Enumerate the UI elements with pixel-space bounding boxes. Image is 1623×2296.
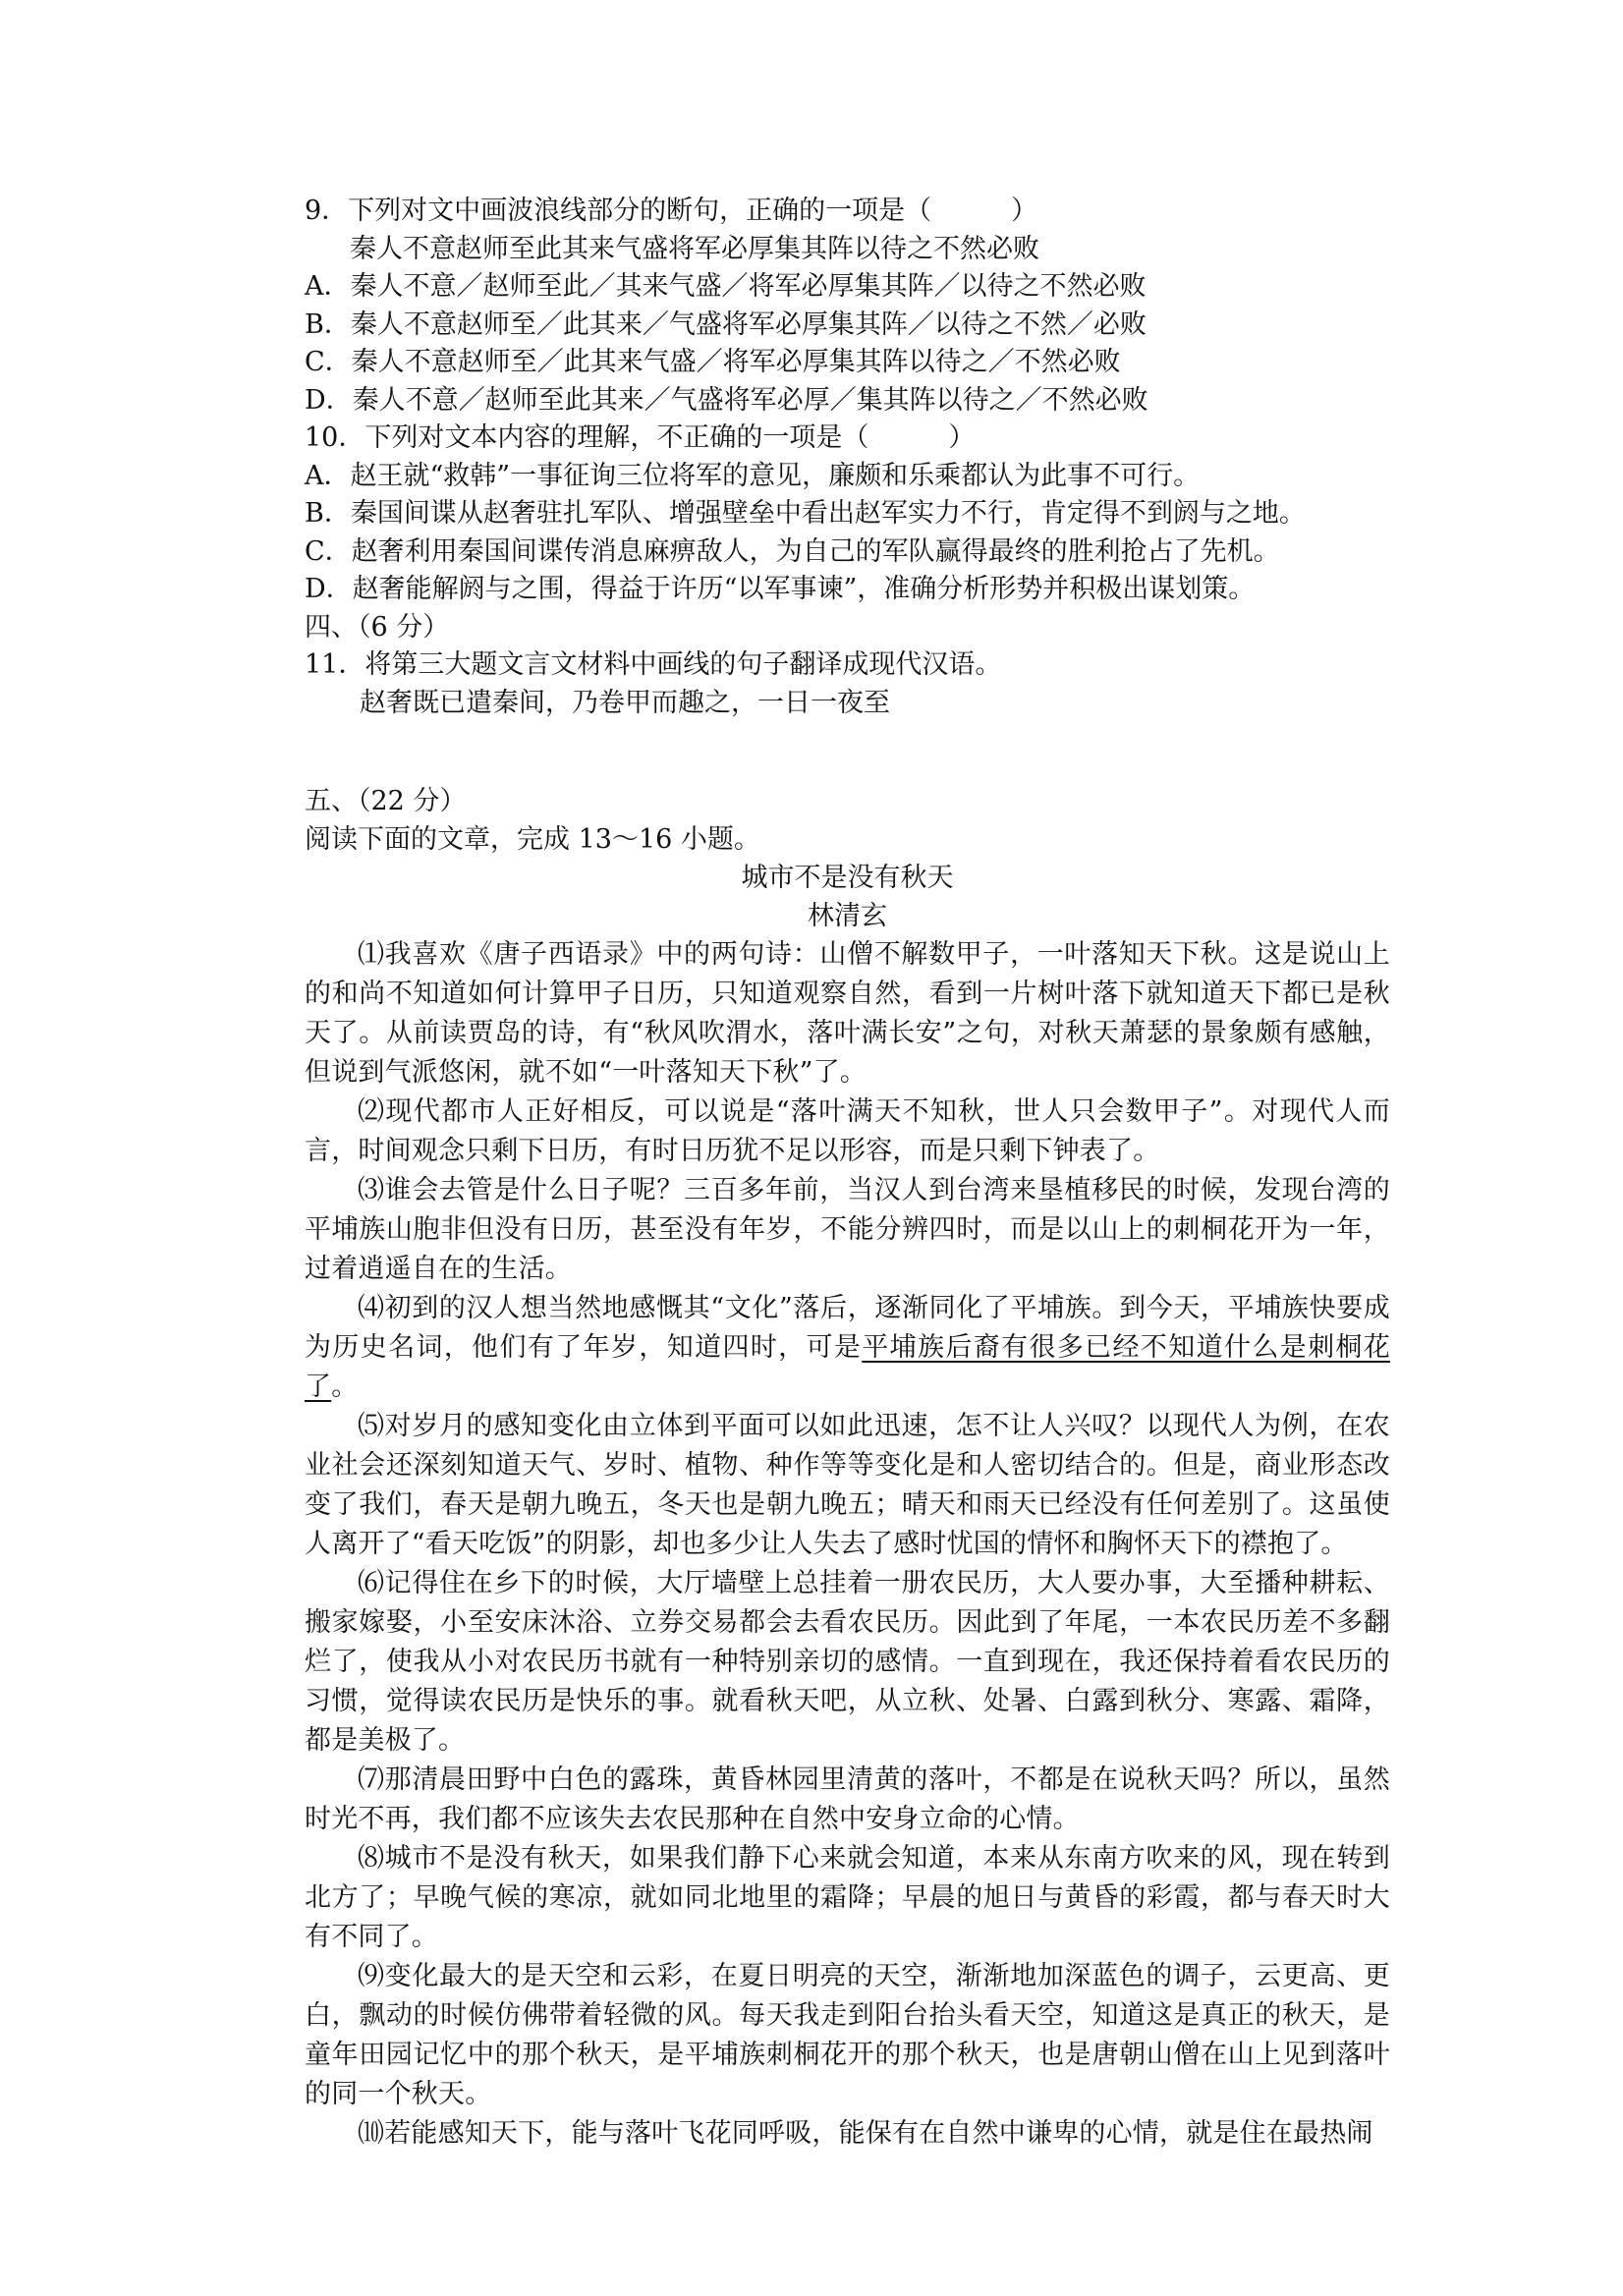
article-paragraph-10: ⑽若能感知天下，能与落叶飞花同呼吸，能保有在自然中谦卑的心情，就是住在最热闹 xyxy=(358,2118,1373,2149)
question-10-option-d: D．赵奢能解阏与之围，得益于许历“以军事谏”，准确分析形势并积极出谋划策。 xyxy=(305,574,1256,604)
question-10-option-c: C．赵奢利用秦国间谍传消息麻痹敌人，为自己的军队赢得最终的胜利抢占了先机。 xyxy=(305,535,1280,567)
question-10-stem: 10．下列对文本内容的理解，不正确的一项是（ ） xyxy=(305,422,976,453)
question-9-option-a: A．秦人不意／赵师至此／其来气盛／将军必厚集其阵／以待之不然必败 xyxy=(305,271,1147,302)
underlined-sentence: 平埔族后裔有很多已经不知道什么是刺桐花了 xyxy=(305,1332,1390,1402)
question-9-sentence: 秦人不意赵师至此其来气盛将军必厚集其阵以待之不然必败 xyxy=(350,233,1039,264)
section-4-title: 四、（6 分） xyxy=(305,611,450,643)
question-9-option-c: C．秦人不意赵师至／此其来气盛／将军必厚集其阵以待之／不然必败 xyxy=(305,347,1121,377)
question-9-option-d: D．秦人不意／赵师至此其来／气盛将军必厚／集其阵以待之／不然必败 xyxy=(305,384,1148,416)
question-10-option-a: A．赵王就“救韩”一事征询三位将军的意见，廉颇和乐乘都认为此事不可行。 xyxy=(305,460,1201,491)
article-paragraph-6: ⑹记得住在乡下的时候，大厅墙壁上总挂着一册农民历，大人要办事，大至播种耕耘、搬家嫁娶，小至安床沐浴、立券交易都会去看农民历。因此到了年尾，一本农民历差不多翻烂了，使我从小对农民历书就有一种特别亲切的感情。一直到现在，我还保持着看农民历的习惯，觉得读农民历是快乐的事。就看秋天吧，从立秋、处暑、白露到秋分、寒露、霜降，都是美极了。 xyxy=(305,1568,1390,1756)
article-paragraph-9: ⑼变化最大的是天空和云彩，在夏日明亮的天空，渐渐地加深蓝色的调子，云更高、更白，飘动的时候仿佛带着轻微的风。每天我走到阳台抬头看天空，知道这是真正的秋天，是童年田园记忆中的那个秋天，是平埔族刺桐花开的那个秋天，也是唐朝山僧在山上见到落叶的同一个秋天。 xyxy=(305,1961,1390,2109)
paragraph-4-end: 。 xyxy=(331,1372,359,1402)
paragraph-4-text: ⑷初到的汉人想当然地感慨其“文化”落后，逐渐同化了平埔族。到今天，平埔族快要成为历史名词，他们有了年岁，知道四时，可是 xyxy=(305,1293,1390,1363)
question-11-sentence: 赵奢既已遣秦间，乃卷甲而趣之，一日一夜至 xyxy=(360,687,890,718)
question-9-option-b: B．秦人不意赵师至／此其来／气盛将军必厚集其阵／以待之不然／必败 xyxy=(305,308,1147,340)
article-paragraph-8: ⑻城市不是没有秋天，如果我们静下心来就会知道，本来从东南方吹来的风，现在转到北方了；早晚气候的寒凉，就如同北地里的霜降；早晨的旭日与黄昏的彩霞，都与春天时大有不同了。 xyxy=(305,1843,1390,1952)
question-11-stem: 11．将第三大题文言文材料中画线的句子翻译成现代汉语。 xyxy=(305,649,1002,680)
section-5-title: 五、（22 分） xyxy=(305,786,467,816)
article-title: 城市不是没有秋天 xyxy=(741,863,954,893)
spacer xyxy=(305,722,1390,783)
article-paragraph-7: ⑺那清晨田野中白色的露珠，黄昏林园里清黄的落叶，不都是在说秋天吗？所以，虽然时光不再，我们都不应该失去农民那种在自然中安身立命的心情。 xyxy=(305,1764,1390,1834)
question-10-option-b: B．秦国间谍从赵奢驻扎军队、增强壁垒中看出赵军实力不行，肯定得不到阏与之地。 xyxy=(305,498,1306,529)
article-paragraph-1: ⑴我喜欢《唐子西语录》中的两句诗：山僧不解数甲子，一叶落知天下秋。这是说山上的和尚不知道如何计算甲子日历，只知道观察自然，看到一片树叶落下就知道天下都已是秋天了。从前读贾岛的诗，有“秋风吹渭水，落叶满长安”之句，对秋天萧瑟的景象颇有感触，但说到气派悠闲，就不如“一叶落知天下秋”了。 xyxy=(305,939,1390,1088)
section-5-instruction: 阅读下面的文章，完成 13～16 小题。 xyxy=(305,823,760,855)
article-paragraph-3: ⑶谁会去管是什么日子呢？三百多年前，当汉人到台湾来垦植移民的时候，发现台湾的平埔族山胞非但没有日历，甚至没有年岁，不能分辨四时，而是以山上的刺桐花开为一年，过着逍遥自在的生活。 xyxy=(305,1175,1390,1284)
article-paragraph-2: ⑵现代都市人正好相反，可以说是“落叶满天不知秋，世人只会数甲子”。对现代人而言，时间观念只剩下日历，有时日历犹不足以形容，而是只剩下钟表了。 xyxy=(305,1096,1390,1166)
question-9-stem: 9．下列对文中画波浪线部分的断句，正确的一项是（ ） xyxy=(305,196,1038,226)
article-author: 林清玄 xyxy=(808,901,887,931)
page-content xyxy=(305,193,1390,2154)
article-paragraph-5: ⑸对岁月的感知变化由立体到平面可以如此迅速，怎不让人兴叹？以现代人为例，在农业社会还深刻知道天气、岁时、植物、种作等等变化是和人密切结合的。但是，商业形态改变了我们，春天是朝九晚五，冬天也是朝九晚五；晴天和雨天已经没有任何差别了。这虽使人离开了“看天吃饭”的阴影，却也多少让人失去了感时忧国的情怀和胸怀天下的襟抱了。 xyxy=(305,1411,1390,1559)
article-paragraph-4 xyxy=(305,1289,1390,1407)
